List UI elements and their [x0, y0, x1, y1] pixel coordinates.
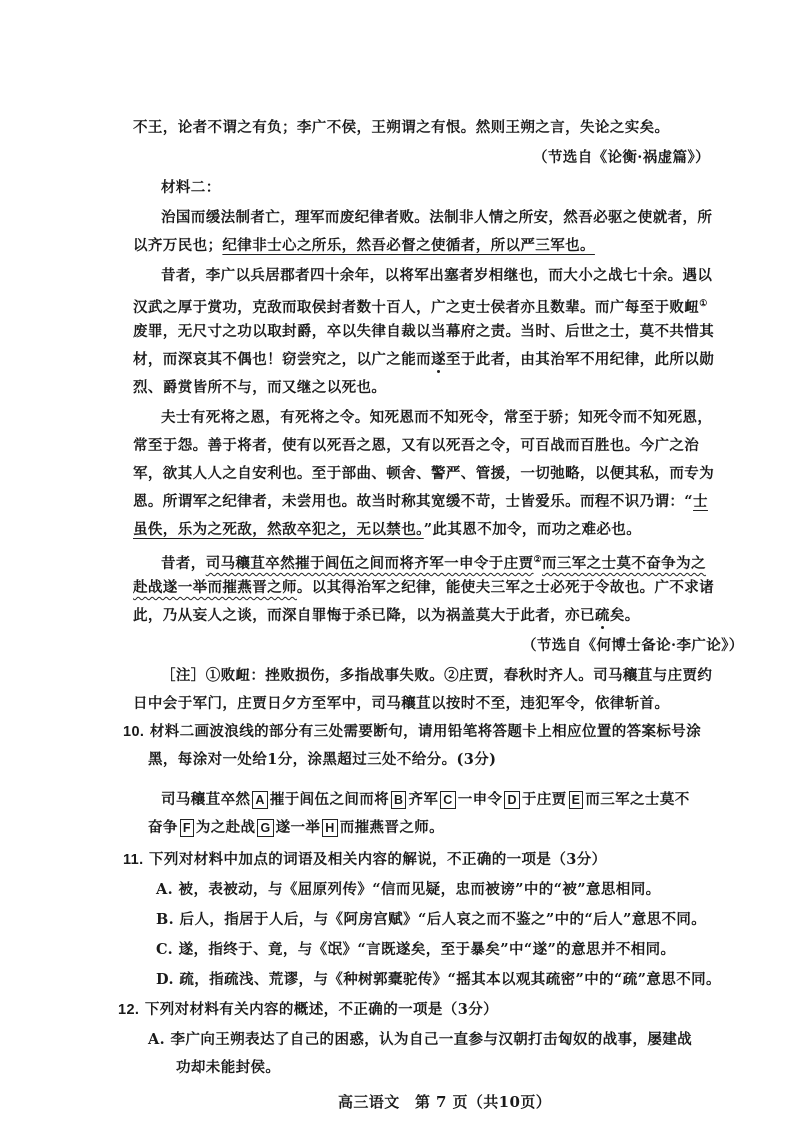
- break-option-d[interactable]: D: [504, 791, 519, 809]
- question-text: 材料二画波浪线的部分有三处需要断句，请用铅笔将答题卡上相应位置的答案标号涂: [149, 723, 702, 740]
- break-option-g[interactable]: G: [257, 819, 273, 837]
- text-line: 昔者，李广以兵居郡者四十余年，以将军出塞者岁相继也，而大小之战七十余。遇以: [161, 267, 713, 284]
- break-option-a[interactable]: A: [252, 791, 267, 809]
- option-d[interactable]: D. 疏，指疏浅、荒谬，与《种树郭橐驼传》“摇其本以观其疏密”中的“疏”意思不同。: [156, 971, 721, 988]
- underlined-text: 士: [693, 493, 708, 510]
- option-b[interactable]: B. 后人，指居于人后，与《阿房宫赋》“后人哀之而不鉴之”中的“后人”意思不同。: [156, 911, 707, 928]
- option-a-continued: 功却未能封侯。: [176, 1059, 281, 1076]
- text-segment: 以齐万民也；: [133, 237, 223, 254]
- text-segment: 于庄贾: [521, 791, 567, 808]
- source-citation: （节选自《何博士备论·李广论》）: [522, 637, 744, 654]
- text-line: [133, 520, 641, 540]
- text-segment: 而三军之士莫不: [585, 791, 690, 808]
- dotted-word: 遂: [431, 351, 446, 368]
- option-c[interactable]: C. 遂，指终于、竟，与《氓》“言既遂矣，至于暴矣”中“遂”的意思并不相同。: [156, 941, 676, 958]
- text-segment: 矣。: [609, 607, 640, 624]
- question-text: 下列对材料有关内容的概述，不正确的一项是（3分）: [144, 1001, 498, 1018]
- footnote-marker: ②: [533, 555, 542, 565]
- sentence-break-line: [148, 818, 444, 838]
- text-segment: 此，乃从妄人之谈，而深自罪悔于杀已降，以为祸盖莫大于此者，亦已: [133, 607, 595, 624]
- option-a[interactable]: A. 被，表被动，与《屈原列传》“信而见疑，忠而被谤”中的“被”意思相同。: [156, 881, 661, 898]
- text-segment: 摧于闾伍之间而将: [269, 791, 390, 808]
- text-segment: ”此其恩不加令，而功之难必也。: [423, 521, 642, 538]
- text-line: 不王，论者不谓之有负；李广不侯，王朔谓之有恨。然则王朔之言，失论之实矣。: [133, 119, 670, 136]
- text-line: 烈、爵赏皆所不与，而又继之以死也。: [133, 379, 387, 396]
- page-footer: 高三语文 第 7 页（共10页）: [338, 1093, 552, 1111]
- break-option-h[interactable]: H: [322, 819, 337, 837]
- text-segment: 奋争: [148, 819, 178, 836]
- text-segment: 恩。所谓军之纪律者，未尝用也。故当时称其宽缓不苛，士皆爱乐。而程不识乃谓：“: [133, 493, 694, 510]
- question-text: 黑，每涂对一处给1分，涂黑超过三处不给分。(3分): [148, 751, 497, 768]
- text-line: [133, 294, 708, 318]
- text-line: 治国而缓法制者亡，理军而废纪律者败。法制非人情之所安，然吾必驱之使就者，所: [161, 209, 713, 226]
- break-option-b[interactable]: B: [391, 791, 406, 809]
- question-number: 11.: [123, 852, 144, 868]
- wavy-underlined-text: 赴战遂一举而摧燕晋之师: [133, 579, 297, 596]
- text-segment: 齐军: [408, 791, 439, 808]
- annotation-line: ［注］①败衄：挫败损伤，多指战事失败。②庄贾，春秋时齐人。司马穰苴与庄贾约: [161, 667, 713, 684]
- question-12: [118, 1000, 498, 1020]
- text-line: 夫士有死将之恩，有死将之令。知死恩而不知死令，常至于骄；知死令而不知死恩，: [161, 409, 713, 426]
- text-line: [133, 236, 595, 256]
- question-number: 12.: [118, 1002, 140, 1018]
- source-citation: （节选自《论衡·祸虚篇》）: [533, 149, 710, 166]
- text-segment: 汉武之厚于赏功，克敌而取侯封者数十百人，广之吏士侯者亦且数辈。而广每至于败衄: [133, 298, 700, 316]
- question-text: 下列对材料中加点的词语及相关内容的解说，不正确的一项是（3分）: [149, 851, 607, 868]
- text-segment: 一申令: [457, 791, 503, 808]
- footnote-marker: ①: [699, 299, 708, 309]
- text-line: 废罪，无尺寸之功以取封爵，卒以失律自裁以当幕府之责。当时、后世之士，莫不共惜其: [133, 323, 715, 340]
- question-10: [123, 722, 701, 742]
- underlined-text: 纪律非士心之所乐，然吾必督之使循者，所以严三军也。: [222, 237, 595, 254]
- text-segment: 为之赴战: [195, 819, 256, 836]
- question-11: [123, 850, 607, 870]
- break-option-c[interactable]: C: [440, 791, 455, 809]
- break-option-f[interactable]: F: [180, 819, 194, 837]
- text-segment: 司马穰苴卒然: [161, 791, 251, 808]
- text-line: [133, 350, 714, 370]
- underlined-text: 虽佚，乐为之死敌，然敌卒犯之，无以禁也。: [133, 521, 424, 538]
- wavy-underlined-text: 司马穰苴卒然摧于闾伍之间而将齐军一申令于庄贾: [205, 554, 534, 572]
- text-segment: 至于此者，由其治军不用纪律，此所以勋: [445, 351, 715, 368]
- text-segment: 。以其得治军之纪律，能使夫三军之士必死于令故也。广不求诸: [296, 579, 715, 596]
- text-line: [161, 550, 706, 574]
- option-a[interactable]: A. 李广向王朔表达了自己的困惑，认为自己一直参与汉朝打击匈奴的战事，屡建战: [148, 1031, 693, 1048]
- dotted-word: 疏: [594, 607, 610, 624]
- text-line: [133, 492, 708, 512]
- text-line: [133, 606, 640, 626]
- text-segment: 材，而深哀其不偶也！窃尝究之，以广之能而: [133, 351, 431, 368]
- annotation-line: 日中会于军门，庄贾日夕方至军中，司马穰苴以按时不至，违犯军令，依律斩首。: [133, 695, 670, 712]
- text-segment: 昔者，: [161, 554, 206, 572]
- break-option-e[interactable]: E: [569, 791, 584, 809]
- wavy-underlined-text: 而三军之士莫不奋争为之: [541, 554, 706, 572]
- text-line: [133, 578, 714, 598]
- sentence-break-line: [161, 790, 690, 810]
- material-heading: 材料二：: [161, 179, 221, 196]
- text-segment: 而摧燕晋之师。: [339, 819, 445, 836]
- text-segment: 遂一举: [275, 819, 321, 836]
- question-number: 10.: [123, 724, 145, 740]
- text-line: 军，欲其人人之自安利也。至于部曲、顿舍、警严、管援，一切弛略，以便其私，而专为: [133, 465, 715, 482]
- text-line: 常至于怨。善于将者，使有以死吾之恩，又有以死吾之令，可百战而百胜也。今广之治: [133, 437, 700, 454]
